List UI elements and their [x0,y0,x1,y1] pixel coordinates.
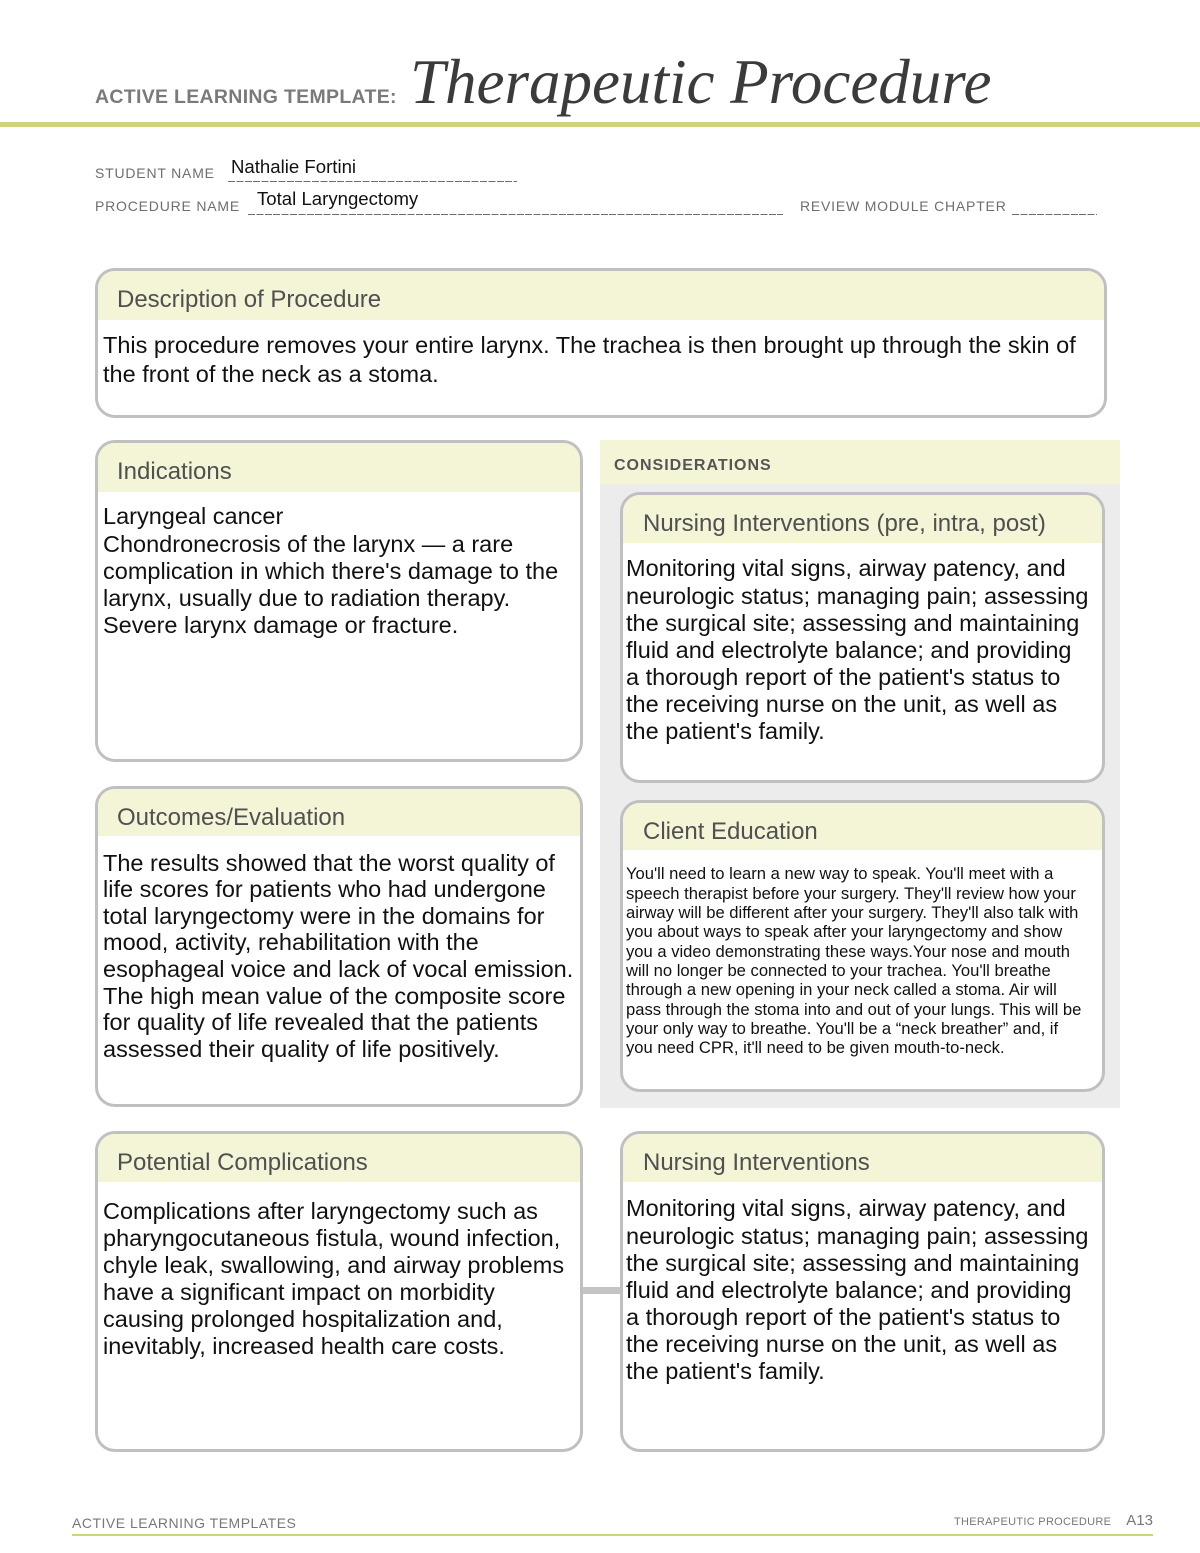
potential-complications-body [103,1198,564,1360]
client-education-line: speech therapist before your surgery. They'll review how your [626,883,1076,903]
nursing-interventions-pre-intra-post-box [620,492,1105,783]
description-title: Description of Procedure [117,286,382,313]
connector-bar [583,1287,620,1294]
outcomes-line: The results showed that the worst quality of [103,849,555,876]
outcomes-line: esophageal voice and lack of vocal emission. [103,956,574,983]
client-education-line: airway will be different after your surgery. They'll also talk with [626,902,1079,922]
nursing-line: the receiving nurse on the unit, as well as [626,1331,1058,1358]
nursing-interventions-box [620,1131,1105,1452]
nursing-line: neurologic status; managing pain; assessing [626,1222,1089,1249]
indications-line: complication in which there's damage to the [103,557,559,584]
description-line: This procedure removes your entire larynx. The trachea is then brought up through the skin of [103,331,1076,358]
potential-complications-title: Potential Complications [117,1149,368,1176]
client-education-line: you need CPR, it'll need to be given mouth-to-neck. [626,1038,1005,1058]
indications-line: larynx, usually due to radiation therapy. [103,585,511,612]
considerations-panel [600,440,1120,1108]
complications-line: inevitably, increased health care costs. [103,1332,505,1359]
review-module-chapter-line [1012,214,1097,215]
description-body [103,331,1076,389]
footer-right [954,1512,1153,1530]
outcomes-evaluation-box [95,786,583,1107]
client-education-line: will no longer be connected to your trachea. You'll breathe [626,960,1051,980]
procedure-name-line [248,214,783,215]
nursing-interventions-pre-intra-post-title: Nursing Interventions (pre, intra, post) [643,510,1046,537]
client-education-line: pass through the stoma into and out of your lungs. This will be [626,999,1082,1019]
description-line: the front of the neck as a stoma. [103,360,439,387]
considerations-label: CONSIDERATIONS [614,457,772,474]
nursing-line: the surgical site; assessing and maintaining [626,1249,1080,1276]
nursing-pre-line: neurologic status; managing pain; assessing [626,582,1089,609]
indications-body [103,503,558,639]
client-education-line: you a video demonstrating these ways.Your nose and mouth [626,941,1071,961]
procedure-name-label: PROCEDURE NAME [95,198,240,214]
outcomes-line: total laryngectomy were in the domains for [103,902,545,929]
indications-line: Laryngeal cancer [103,503,284,530]
nursing-line: a thorough report of the patient's status to [626,1304,1061,1331]
indications-line: Severe larynx damage or fracture. [103,612,459,639]
outcomes-evaluation-title: Outcomes/Evaluation [117,804,346,831]
outcomes-line: life scores for patients who had undergone [103,876,546,903]
template-label: ACTIVE LEARNING TEMPLATE: [95,86,397,108]
review-module-chapter-label: REVIEW MODULE CHAPTER [800,198,1007,214]
student-name-line [228,181,517,182]
footer-left-label: ACTIVE LEARNING TEMPLATES [72,1515,297,1531]
description-box [95,268,1107,418]
nursing-interventions-title: Nursing Interventions [643,1149,870,1176]
client-education-title: Client Education [643,818,818,845]
footer-page-number: A13 [1126,1512,1153,1529]
nursing-pre-line: Monitoring vital signs, airway patency, and [626,555,1066,582]
nursing-interventions-pre-intra-post-body [626,555,1088,745]
procedure-name-value: Total Laryngectomy [257,188,419,209]
outcomes-line: for quality of life revealed that the patients [103,1009,539,1036]
complications-line: causing prolonged hospitalization and, [103,1305,503,1332]
nursing-line: fluid and electrolyte balance; and providing [626,1276,1072,1303]
nursing-pre-line: the receiving nurse on the unit, as well as [626,691,1058,718]
outcomes-evaluation-body [103,850,573,1063]
complications-line: pharyngocutaneous fistula, wound infection, [103,1224,561,1251]
nursing-pre-line: a thorough report of the patient's status to [626,664,1061,691]
nursing-pre-line: fluid and electrolyte balance; and providing [626,636,1072,663]
indications-line: Chondronecrosis of the larynx — a rare [103,530,514,557]
nursing-interventions-body [626,1195,1088,1385]
outcomes-line: mood, activity, rehabilitation with the [103,929,479,956]
outcomes-line: The high mean value of the composite score [103,982,566,1009]
client-education-body [626,864,1081,1057]
indications-box [95,440,583,762]
nursing-line: Monitoring vital signs, airway patency, and [626,1195,1066,1222]
complications-line: have a significant impact on morbidity [103,1278,495,1305]
client-education-line: through a new opening in your neck called a stoma. Air will [626,980,1057,1000]
template-title: Therapeutic Procedure [410,47,992,117]
header-rule [0,122,1200,127]
footer-rule [72,1534,1153,1536]
nursing-pre-line: the patient's family. [626,718,825,745]
client-education-line: your only way to breathe. You'll be a “neck breather” and, if [626,1018,1059,1038]
outcomes-line: assessed their quality of life positively. [103,1035,500,1062]
potential-complications-box [95,1131,583,1452]
nursing-line: the patient's family. [626,1358,825,1385]
student-name-value: Nathalie Fortini [231,156,357,177]
student-name-label: STUDENT NAME [95,165,215,181]
complications-line: chyle leak, swallowing, and airway problems [103,1251,565,1278]
client-education-line: you about ways to speak after your laryngectomy and show [626,922,1063,942]
footer-section-label: THERAPEUTIC PROCEDURE [954,1516,1112,1528]
nursing-pre-line: the surgical site; assessing and maintaining [626,609,1080,636]
indications-title: Indications [117,458,232,485]
complications-line: Complications after laryngectomy such as [103,1197,538,1224]
client-education-box [620,800,1105,1092]
client-education-line: You'll need to learn a new way to speak. You'll meet with a [626,864,1054,884]
